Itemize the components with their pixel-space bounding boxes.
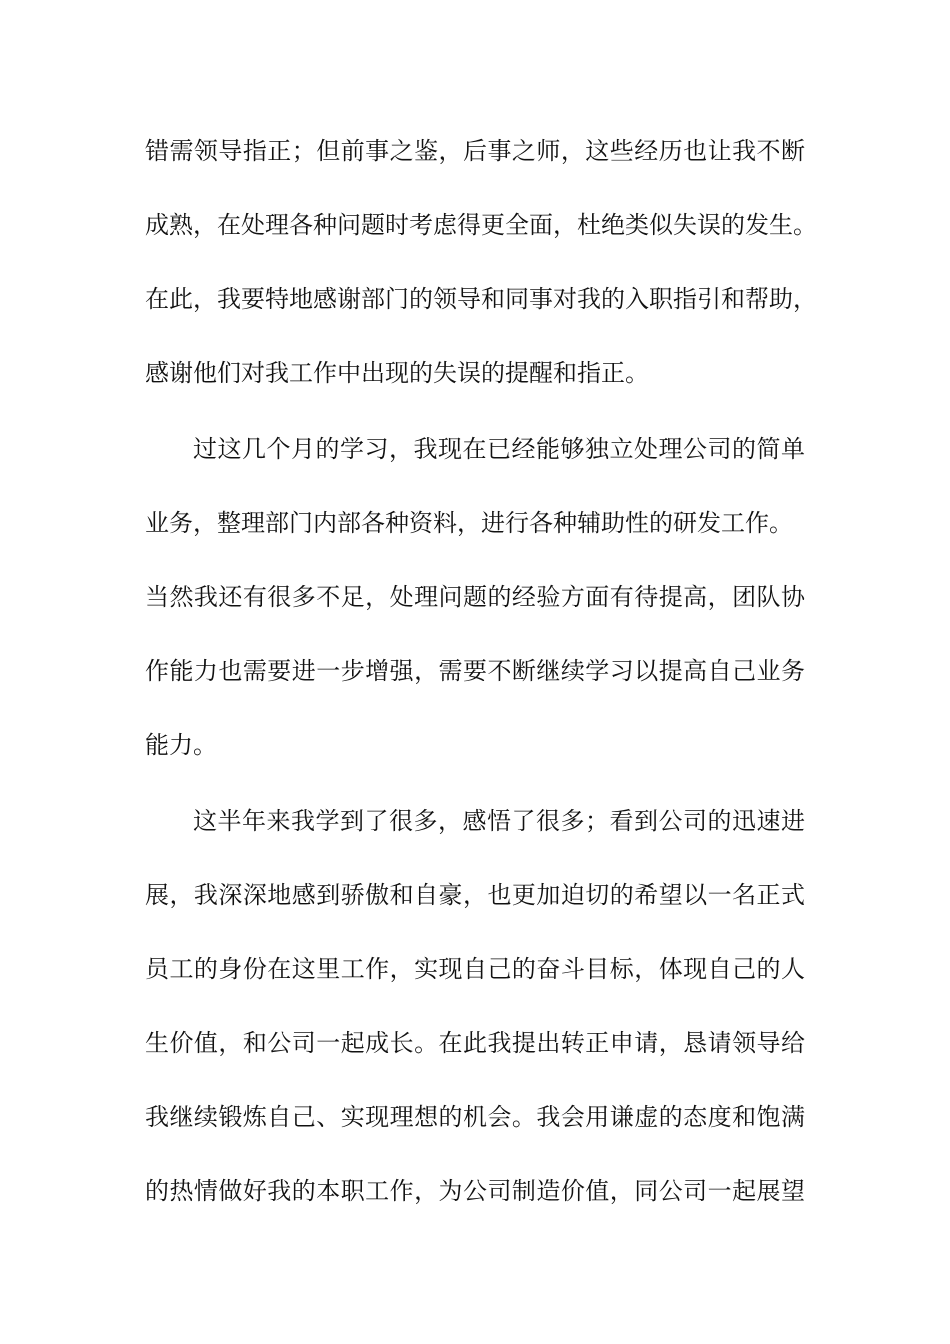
text-line: 员工的身份在这里工作，实现自己的奋斗目标，体现自己的人 bbox=[145, 955, 805, 983]
paragraph-first-line: 这半年来我学到了很多，感悟了很多；看到公司的迅速进 bbox=[193, 807, 805, 835]
text-line: 成熟，在处理各种问题时考虑得更全面，杜绝类似失误的发生。 bbox=[145, 211, 817, 239]
text-line: 感谢他们对我工作中出现的失误的提醒和指正。 bbox=[145, 359, 649, 387]
text-line: 展，我深深地感到骄傲和自豪，也更加迫切的希望以一名正式 bbox=[145, 881, 805, 909]
text-line: 我继续锻炼自己、实现理想的机会。我会用谦虚的态度和饱满 bbox=[145, 1103, 805, 1131]
text-line: 错需领导指正；但前事之鉴，后事之师，这些经历也让我不断 bbox=[145, 137, 805, 165]
text-line: 生价值，和公司一起成长。在此我提出转正申请，恳请领导给 bbox=[145, 1029, 805, 1057]
text-line: 的热情做好我的本职工作，为公司制造价值，同公司一起展望 bbox=[145, 1177, 805, 1205]
text-line: 业务，整理部门内部各种资料，进行各种辅助性的研发工作。 bbox=[145, 509, 793, 537]
text-line: 当然我还有很多不足，处理问题的经验方面有待提高，团队协 bbox=[145, 583, 805, 611]
paragraph-first-line: 过这几个月的学习，我现在已经能够独立处理公司的简单 bbox=[193, 435, 805, 463]
text-line: 能力。 bbox=[145, 731, 217, 759]
text-line: 作能力也需要进一步增强，需要不断继续学习以提高自己业务 bbox=[145, 657, 805, 685]
text-line: 在此，我要特地感谢部门的领导和同事对我的入职指引和帮助， bbox=[145, 285, 817, 313]
